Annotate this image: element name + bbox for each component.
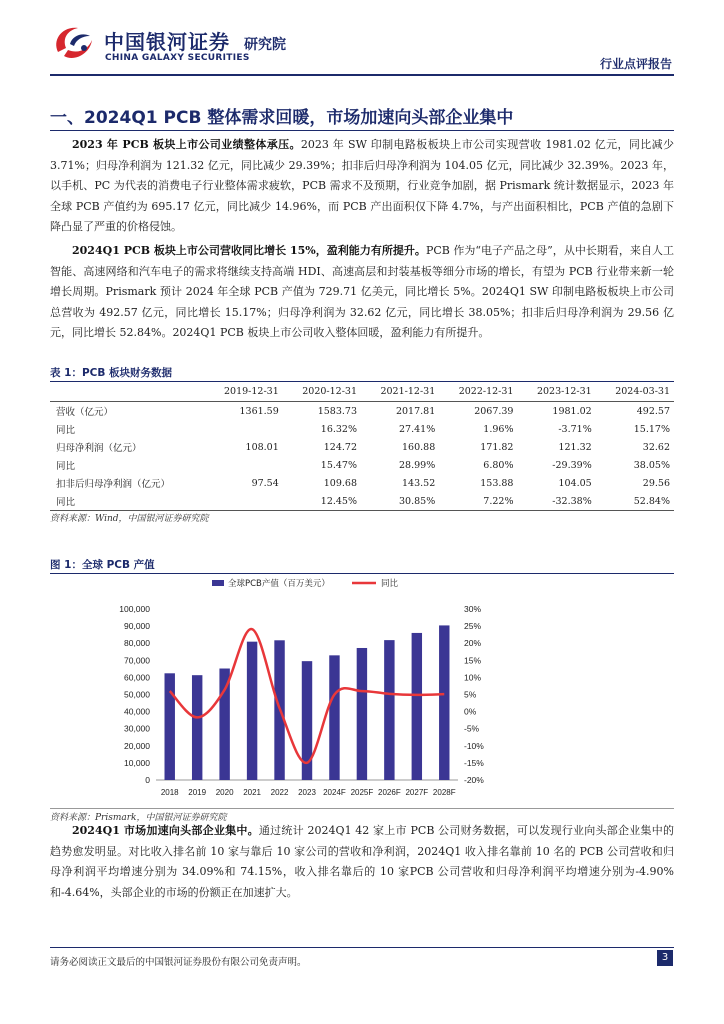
y-left-tick-label: 0 — [145, 775, 150, 785]
y-right-tick-label: 20% — [464, 638, 482, 649]
y-right-tick-label: 15% — [464, 655, 482, 666]
y-left-tick-label: 80,000 — [124, 638, 150, 649]
table-caption: 表 1：PCB 板块财务数据 — [50, 367, 173, 379]
table-cell: 1.96% — [483, 423, 514, 435]
paragraph-1-body: 2023 年 SW 印制电路板板块上市公司实现营收 1981.02 亿元，同比减少 3.71%；归母净利润为 121.32 亿元，同比减少 29.39%；扣非后归母净利润为 104.05 亿元，同比减少 32.39%。2023 年，以手机、PC 为代表的消费电子行业整体需求疲软，PCB 需求不及预期，行业竞争加剧，据 Prismark 统计数据显示，2023 年全球 PCB 产值约为 695.17 亿元，同比减少 14.96%，而 PCB 产出面积仅下降 4.7%，与产出面积相比，PCB 产值的急剧下降凸显了严重的价格侵蚀。 — [50, 138, 674, 233]
table-row — [50, 438, 674, 456]
table-cell — [205, 492, 283, 511]
x-tick-label: 2028F — [432, 788, 456, 797]
x-tick-label: 2023 — [298, 788, 316, 797]
table-cell: 归母净利润（亿元） — [56, 443, 142, 454]
y-right-tick-label: 30% — [464, 604, 482, 614]
bar — [384, 640, 394, 780]
table-cell: 97.54 — [251, 477, 279, 489]
x-tick-label: 2025F — [350, 788, 374, 797]
table-cell: 6.80% — [483, 459, 514, 471]
figure-bottom-rule — [50, 808, 674, 809]
page-header — [0, 0, 724, 80]
table-cell — [205, 456, 283, 474]
table-cell: 143.52 — [402, 477, 436, 489]
table-header-cell: 2021-12-31 — [361, 382, 439, 402]
paragraph-3-body: 通过统计 2024Q1 42 家上市 PCB 公司财务数据，可以发现行业向头部企业集中的趋势愈发明显。对比收入排名前 10 家与靠后 10 家公司的营收和净利润，2024Q1 收入排名靠前 10 名的 PCB 公司营收和归母净利润平均增速分别为 34.09%和 74.15%，收入排名靠后的 10 家PCB 公司营收和归母净利润平均增速分别为-4.90%和-4.64%，头部企业的市场的份额正在加速扩大。 — [50, 824, 675, 899]
bar — [247, 642, 257, 780]
table-cell: 2067.39 — [474, 405, 514, 417]
table-cell: 15.47% — [320, 459, 358, 471]
table-cell: 扣非后归母净利润（亿元） — [56, 479, 171, 490]
table-cell: 27.41% — [399, 423, 436, 435]
table-cell: -32.38% — [517, 492, 595, 511]
y-right-tick-label: 5% — [464, 689, 477, 700]
table-cell: 1981.02 — [552, 405, 592, 417]
table-header-row — [50, 382, 674, 402]
y-right-tick-label: -20% — [464, 775, 484, 785]
table-cell: 171.82 — [480, 441, 514, 453]
table-cell: 同比 — [56, 461, 76, 472]
table-cell: 1361.59 — [239, 405, 279, 417]
bar — [219, 669, 229, 780]
legend-label-bar: 全球PCB产值（百万美元） — [228, 579, 330, 589]
y-right-tick-label: -5% — [464, 723, 480, 734]
table-cell: 16.32% — [320, 423, 358, 435]
x-tick-label: 2018 — [160, 788, 179, 797]
legend-swatch-bar — [212, 580, 224, 586]
table-cell: 109.68 — [323, 477, 358, 489]
figure-source: 资料来源：Prismark，中国银河证券研究院 — [50, 813, 227, 823]
table-cell: 104.05 — [558, 477, 592, 489]
table-row — [50, 420, 674, 438]
table-cell: 153.88 — [480, 477, 514, 489]
paragraph-3-lead: 2024Q1 市场加速向头部企业集中。 — [72, 824, 259, 837]
table-cell: 28.99% — [399, 459, 436, 471]
y-left-tick-label: 40,000 — [124, 706, 150, 717]
y-left-tick-label: 100,000 — [119, 604, 150, 614]
table-cell: 7.22% — [439, 492, 517, 511]
x-tick-label: 2019 — [188, 788, 207, 797]
table-header-cell: 2019-12-31 — [205, 382, 283, 402]
footer-divider — [50, 947, 674, 948]
paragraph-2-body: PCB 作为“电子产品之母”，从中长期看，来自人工智能、高速网络和汽车电子的需求将继续支持高端 HDI、高速高层和封装基板等细分市场的增长，有望为 PCB 行业带来新一轮增长周期。Prismark 预计 2024 年全球 PCB 产值为 729.71 亿美元，同比增长 5%。2024Q1 SW 印制电路板板块上市公司总营收为 492.57 亿元，同比增长 15.17%；归母净利润为 32.62 亿元，同比增长 38.05%；扣非后归母净利润为 29.56 亿元，同比增长 52.84%。2024Q1 PCB 板块上市公司收入整体回暖，盈利能力有所提升。 — [50, 244, 674, 339]
table-row — [50, 402, 674, 421]
table-cell: 15.17% — [633, 423, 670, 435]
table-cell: 同比 — [56, 425, 76, 436]
table-cell: -3.71% — [558, 423, 592, 435]
section-title: 一、2024Q1 PCB 整体需求回暖，市场加速向头部企业集中 — [50, 108, 514, 128]
y-left-tick-label: 50,000 — [124, 689, 150, 700]
table-cell: 32.62 — [642, 441, 670, 453]
section-divider — [50, 130, 674, 131]
table-cell: 52.84% — [596, 492, 674, 511]
page-number: 3 — [657, 950, 673, 966]
table-cell — [205, 420, 283, 438]
table-header-cell: 2022-12-31 — [439, 382, 517, 402]
legend-label-line: 同比 — [381, 579, 399, 589]
table-cell: 12.45% — [283, 492, 361, 511]
table-cell: 营收（亿元） — [56, 407, 114, 418]
table-cell: 121.32 — [558, 441, 592, 453]
logo-text-cn: 中国银河证券 — [104, 30, 230, 54]
table-cell: 492.57 — [636, 405, 670, 417]
y-left-tick-label: 20,000 — [124, 740, 150, 751]
bar — [357, 648, 367, 780]
table-cell: 38.05% — [633, 459, 670, 471]
table-cell: 30.85% — [361, 492, 439, 511]
footer-disclaimer: 请务必阅读正文最后的中国银河证券股份有限公司免责声明。 — [50, 957, 307, 968]
paragraph-1-lead: 2023 年 PCB 板块上市公司业绩整体承压。 — [72, 138, 301, 151]
table-cell: 160.88 — [402, 441, 436, 453]
bar — [165, 673, 175, 780]
table-header-cell — [50, 382, 205, 402]
y-right-tick-label: -10% — [464, 740, 484, 751]
table-header-cell: 2023-12-31 — [517, 382, 595, 402]
y-right-tick-label: 0% — [464, 706, 477, 717]
y-right-tick-label: 10% — [464, 672, 482, 683]
table-source: 资料来源：Wind，中国银河证券研究院 — [50, 514, 209, 524]
bar — [439, 625, 449, 780]
y-left-tick-label: 70,000 — [124, 655, 150, 666]
paragraph-3 — [50, 821, 674, 903]
y-left-tick-label: 30,000 — [124, 723, 150, 734]
y-left-tick-label: 90,000 — [124, 621, 150, 632]
table-cell: 同比 — [50, 492, 205, 511]
x-tick-label: 2026F — [378, 788, 401, 797]
logo-text-en: CHINA GALAXY SECURITIES — [105, 53, 250, 63]
x-tick-label: 2021 — [243, 788, 261, 797]
paragraph-1 — [50, 135, 674, 238]
y-left-tick-label: 60,000 — [124, 672, 150, 683]
report-type-label: 行业点评报告 — [599, 57, 672, 71]
galaxy-logo-icon — [50, 22, 98, 66]
paragraph-2-lead: 2024Q1 PCB 板块上市公司营收同比增长 15%，盈利能力有所提升。 — [72, 244, 426, 257]
y-left-tick-label: 10,000 — [124, 757, 150, 768]
table-cell: 124.72 — [323, 441, 358, 453]
paragraph-2 — [50, 241, 674, 344]
table-row — [50, 492, 674, 511]
bar — [412, 633, 422, 780]
pcb-output-chart — [50, 576, 674, 808]
table-row — [50, 474, 674, 492]
table-row — [50, 456, 674, 474]
bar — [192, 675, 202, 780]
table-cell: 29.56 — [642, 477, 670, 489]
y-right-tick-label: -15% — [464, 757, 484, 768]
y-right-tick-label: 25% — [464, 621, 482, 632]
x-tick-label: 2020 — [215, 788, 234, 797]
figure-caption-rule — [50, 573, 674, 574]
figure-caption: 图 1：全球 PCB 产值 — [50, 559, 155, 571]
x-tick-label: 2022 — [270, 788, 289, 797]
table-header-cell: 2024-03-31 — [596, 382, 674, 402]
table-cell: -29.39% — [552, 459, 592, 471]
table-cell: 2017.81 — [395, 405, 436, 417]
x-tick-label: 2027F — [405, 788, 429, 797]
header-divider — [50, 74, 674, 76]
bar — [329, 655, 339, 780]
x-tick-label: 2024F — [323, 788, 346, 797]
table-cell: 1583.73 — [317, 405, 358, 417]
financial-table — [50, 382, 674, 511]
table-cell: 108.01 — [245, 441, 279, 453]
institute-label: 研究院 — [244, 37, 286, 53]
table-header-cell: 2020-12-31 — [283, 382, 361, 402]
